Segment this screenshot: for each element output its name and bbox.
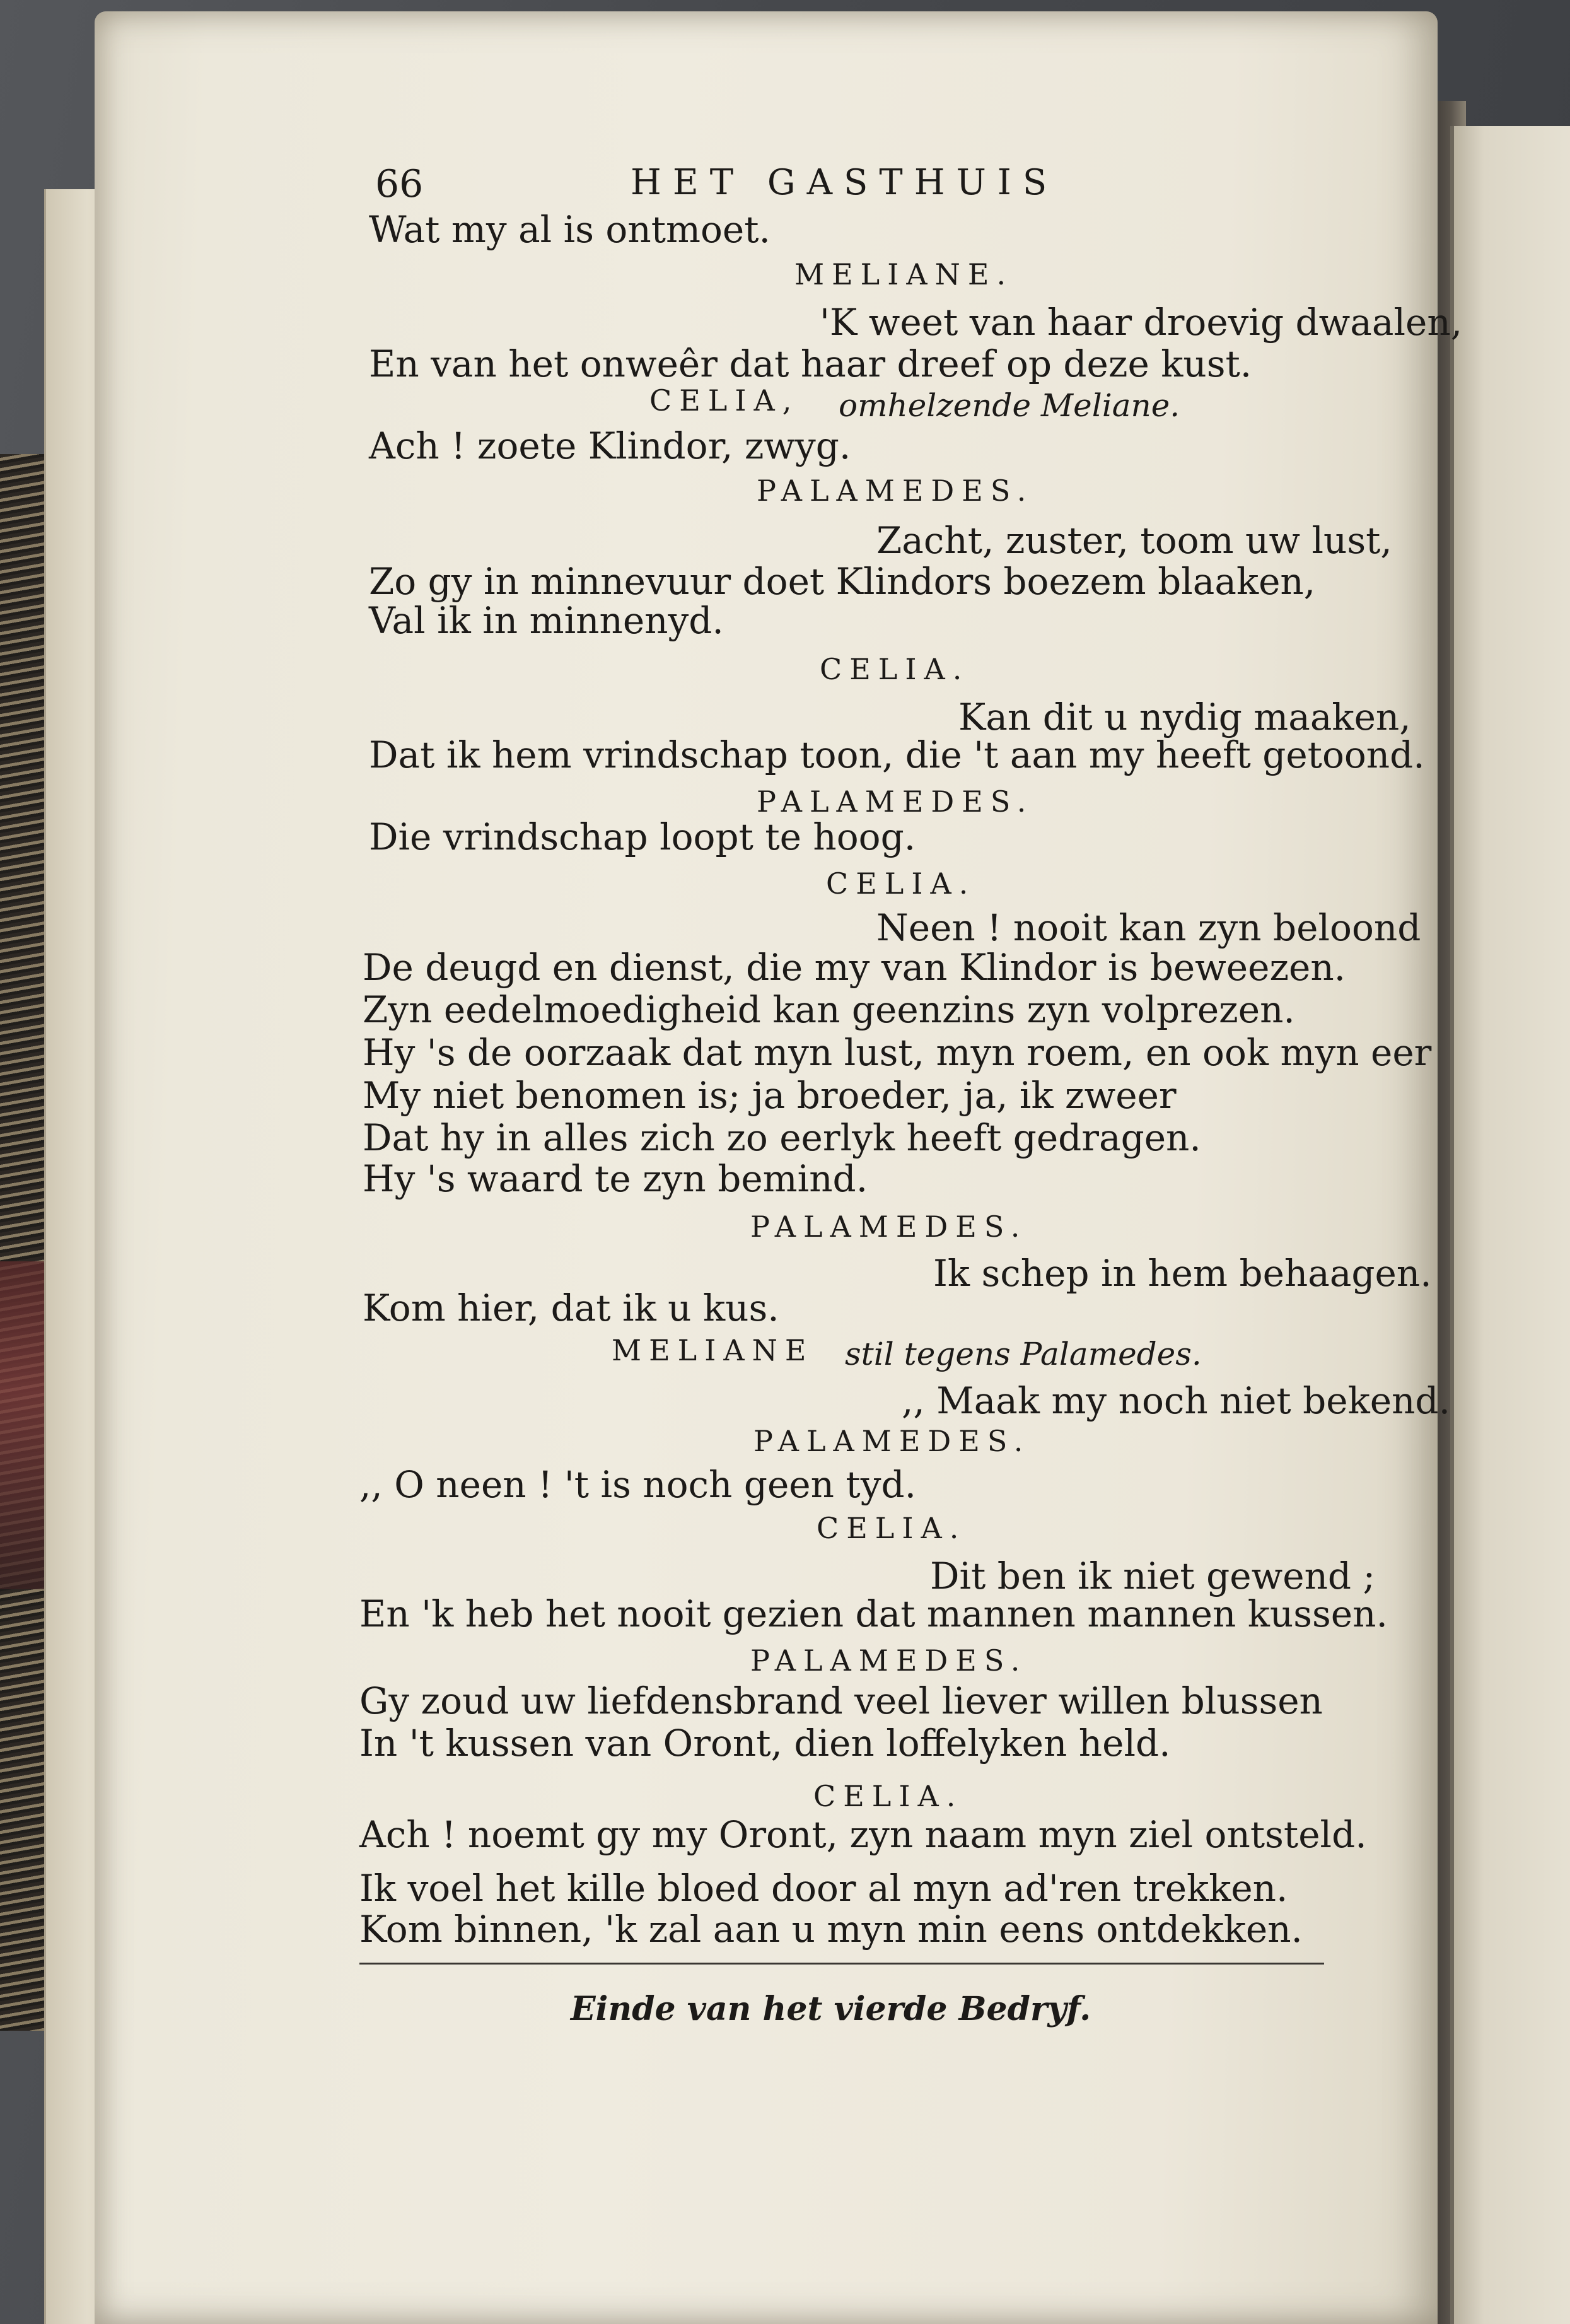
- verse-line: De deugd en dienst, die my van Klindor is beweezen.: [363, 946, 1346, 989]
- verse-line: Hy 's de oorzaak dat myn lust, myn roem, en ook myn eer: [363, 1031, 1432, 1074]
- running-title: HET GASTHUIS: [631, 162, 1059, 203]
- verse-line: Ach ! zoete Klindor, zwyg.: [369, 424, 851, 467]
- verse-line: Neen ! nooit kan zyn beloond: [876, 906, 1421, 949]
- speaker-name: CELIA.: [826, 867, 976, 901]
- speaker-name: CELIA,: [649, 383, 800, 418]
- verse-line: Die vrindschap loopt te hoog.: [369, 815, 916, 858]
- verse-line: Zacht, zuster, toom uw lust,: [876, 519, 1392, 562]
- verse-line: Zyn eedelmoedigheid kan geenzins zyn volprezen.: [363, 988, 1295, 1031]
- verse-line: Ik voel het kille bloed door al myn ad'ren trekken.: [359, 1867, 1288, 1910]
- verse-line: Hy 's waard te zyn bemind.: [363, 1157, 868, 1200]
- speaker-name: MELIANE.: [794, 257, 1014, 291]
- verse-line: My niet benomen is; ja broeder, ja, ik zweer: [363, 1074, 1177, 1117]
- verse-line: Kom binnen, 'k zal aan u myn min eens ontdekken.: [359, 1908, 1303, 1951]
- speaker-name: CELIA.: [820, 652, 970, 686]
- verse-line: Wat my al is ontmoet.: [369, 208, 770, 251]
- verse-line: 'K weet van haar droevig dwaalen,: [820, 301, 1463, 344]
- speaker-name: PALAMEDES.: [750, 1644, 1028, 1678]
- speaker-name: PALAMEDES.: [750, 1210, 1028, 1244]
- verse-line: Gy zoud uw liefdensbrand veel liever willen blussen: [359, 1679, 1323, 1722]
- speaker-name: PALAMEDES.: [757, 785, 1034, 819]
- verse-line: Zo gy in minnevuur doet Klindors boezem blaaken,: [369, 560, 1316, 603]
- verse-line: Ach ! noemt gy my Oront, zyn naam myn ziel ontsteld.: [359, 1813, 1367, 1856]
- speaker-name: PALAMEDES.: [757, 474, 1034, 508]
- verse-line: In 't kussen van Oront, dien loffelyken held.: [359, 1722, 1171, 1765]
- speaker-name: CELIA.: [817, 1511, 967, 1545]
- page-number: 66: [375, 162, 424, 206]
- stage-direction: omhelzende Meliane.: [839, 387, 1180, 424]
- verse-line: Dat ik hem vrindschap toon, die 't aan my heeft getoond.: [369, 733, 1425, 776]
- verse-line: ,, O neen ! 't is noch geen tyd.: [359, 1463, 917, 1506]
- verse-line: Dat hy in alles zich zo eerlyk heeft gedragen.: [363, 1116, 1201, 1159]
- verse-line: Ik schep in hem behaagen.: [933, 1252, 1432, 1295]
- speaker-name: MELIANE: [612, 1333, 814, 1367]
- stage-direction: stil tegens Palamedes.: [845, 1336, 1202, 1372]
- speaker-name: PALAMEDES.: [753, 1424, 1031, 1458]
- speaker-name: CELIA.: [813, 1779, 963, 1813]
- verse-line: Kom hier, dat ik u kus.: [363, 1287, 779, 1329]
- facing-page-edge: [1450, 126, 1570, 2324]
- verse-line: En van het onweêr dat haar dreef op deze kust.: [369, 342, 1252, 385]
- verse-line: Kan dit u nydig maaken,: [958, 696, 1411, 739]
- verse-line: ,, Maak my noch niet bekend.: [902, 1379, 1450, 1422]
- act-ending: Einde van het vierde Bedryf.: [571, 1990, 1091, 2028]
- verse-line: En 'k heb het nooit gezien dat mannen mannen kussen.: [359, 1592, 1388, 1635]
- verse-line: Dit ben ik niet gewend ;: [930, 1555, 1376, 1597]
- divider-rule: [359, 1963, 1324, 1965]
- verse-line: Val ik in minnenyd.: [369, 599, 724, 642]
- cover-stain: [0, 1261, 44, 1589]
